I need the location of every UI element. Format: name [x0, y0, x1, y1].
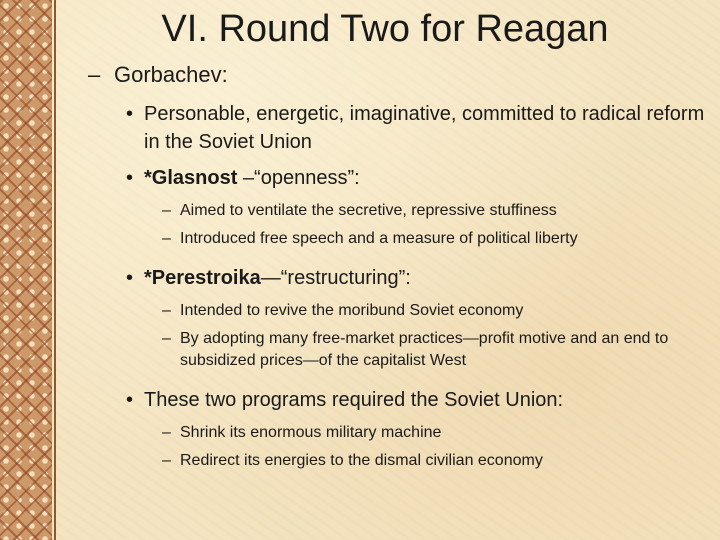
heading-item	[88, 60, 708, 90]
bullet-marker: •	[126, 267, 134, 289]
slide-body	[88, 60, 708, 478]
sub-bullet-text: Aimed to ventilate the secretive, repressive stuffiness	[180, 202, 557, 219]
bullet-item	[88, 264, 708, 292]
sub-bullet-item	[88, 200, 708, 222]
sub-bullet-text: By adopting many free-market practices—profit motive and an end to subsidized prices—of the capitalist West	[180, 330, 669, 369]
bullet-marker: •	[126, 389, 134, 411]
bullet-text: —“restructuring”:	[260, 267, 411, 289]
bullet-marker: •	[126, 103, 134, 125]
dash-marker: –	[162, 424, 171, 441]
sub-bullet-text: Introduced free speech and a measure of political liberty	[180, 230, 578, 247]
bullet-text: These two programs required the Soviet Union:	[144, 389, 564, 411]
bullet-item	[88, 164, 708, 192]
dash-marker: –	[162, 452, 171, 469]
dash-marker: –	[88, 62, 101, 87]
sub-bullet-text: Shrink its enormous military machine	[180, 424, 442, 441]
bullet-text: Personable, energetic, imaginative, committed to radical reform in the Soviet Union	[144, 103, 705, 153]
dash-marker: –	[162, 202, 171, 219]
sub-bullet-text: Intended to revive the moribund Soviet economy	[180, 302, 524, 319]
bullet-bold-term: *Perestroika	[144, 267, 261, 289]
bullet-text: –“openness”:	[237, 167, 360, 189]
sub-bullet-item	[88, 328, 708, 372]
heading-text: Gorbachev:	[114, 62, 228, 87]
dash-marker: –	[162, 330, 171, 347]
dash-marker: –	[162, 230, 171, 247]
decorative-left-border	[0, 0, 52, 540]
bullet-bold-term: *Glasnost	[144, 167, 238, 189]
bullet-item	[88, 100, 708, 156]
border-divider-line	[54, 0, 56, 540]
sub-bullet-item	[88, 228, 708, 250]
sub-bullet-text: Redirect its energies to the dismal civilian economy	[180, 452, 543, 469]
sub-bullet-item	[88, 300, 708, 322]
dash-marker: –	[162, 302, 171, 319]
slide-title: VI. Round Two for Reagan	[161, 8, 609, 50]
sub-bullet-item	[88, 450, 708, 472]
bullet-item	[88, 386, 708, 414]
sub-bullet-item	[88, 422, 708, 444]
bullet-marker: •	[126, 167, 134, 189]
